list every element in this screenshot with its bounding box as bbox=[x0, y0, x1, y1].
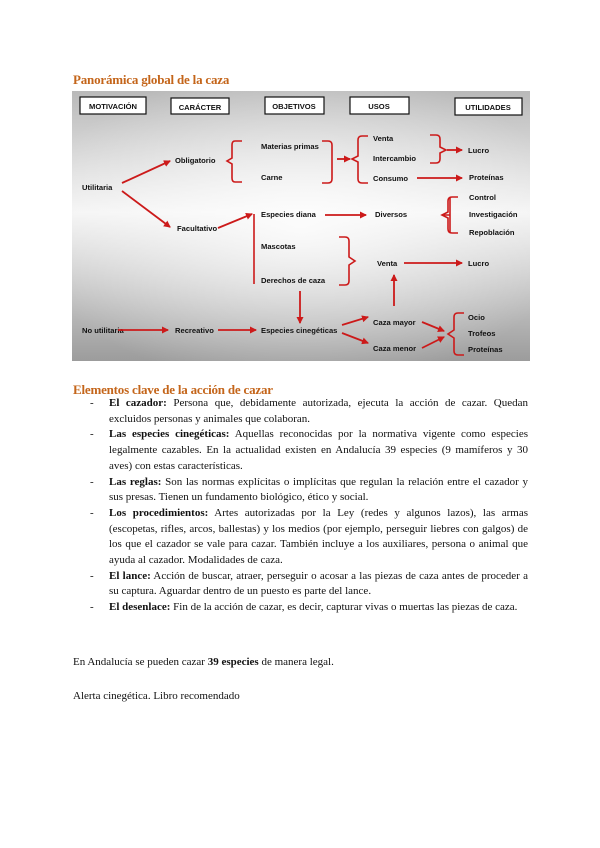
node-proteinas-1: Proteínas bbox=[469, 173, 504, 182]
list-item: - Los procedimientos: Artes autorizadas por la Ley (redes y algunos lazos), las armas (escopetas, rifles, arcos, ballestas) y los medios (por ejemplo, perseguir liebres con galgos) de los que el cazador se vale para cazar. También incluye a los auxiliares, persona o animal que ayuda al cazador. Modalidades de caza. bbox=[90, 506, 528, 567]
list-item: - El desenlace: Fin de la acción de cazar, es decir, capturar vivas o muertas las piezas de caza. bbox=[90, 601, 518, 614]
node-ocio: Ocio bbox=[468, 313, 485, 322]
section-title-elementos: Elementos clave de la acción de cazar bbox=[73, 382, 273, 397]
item-term: Las especies cinegéticas: bbox=[109, 428, 230, 441]
node-no-utilitaria: No utilitaria bbox=[82, 326, 124, 335]
item-term: Las reglas: bbox=[109, 475, 162, 488]
node-derechos-caza: Derechos de caza bbox=[261, 276, 326, 285]
header-utilidades: UTILIDADES bbox=[465, 103, 511, 112]
node-control: Control bbox=[469, 193, 496, 202]
paragraph-species-count: En Andalucía se pueden cazar 39 especies de manera legal. bbox=[73, 656, 334, 668]
node-venta-2: Venta bbox=[377, 259, 398, 268]
node-obligatorio: Obligatorio bbox=[175, 156, 216, 165]
key-elements-list bbox=[90, 396, 528, 616]
node-especies-diana: Especies diana bbox=[261, 210, 316, 219]
node-especies-cinegeticas: Especies cinegéticas bbox=[261, 326, 338, 335]
node-recreativo: Recreativo bbox=[175, 326, 214, 335]
node-investigacion: Investigación bbox=[469, 210, 518, 219]
section-title-panoramica: Panorámica global de la caza bbox=[73, 72, 230, 87]
node-diversos: Diversos bbox=[375, 210, 408, 219]
node-proteinas-2: Proteínas bbox=[468, 345, 503, 354]
node-intercambio: Intercambio bbox=[373, 154, 417, 163]
list-item: - El lance: Acción de buscar, atraer, perseguir o acosar a las piezas de caza antes de proceder a su captura. Aguardar dentro de un puesto es parte del lance. bbox=[90, 569, 528, 598]
node-repoblacion: Repoblación bbox=[469, 228, 515, 237]
node-facultativo: Facultativo bbox=[177, 224, 218, 233]
species-count-bold: 39 especies bbox=[207, 656, 259, 668]
item-text: Persona que, debidamente autorizada, ejecuta la acción de cazar. Quedan excluidos personas y animales que colaboran. bbox=[109, 397, 528, 425]
item-text: Son las normas explícitas o implícitas que regulan la relación entre el cazador y sus presas. Tienen un fundamento biológico, ético y social. bbox=[109, 475, 528, 504]
header-usos: USOS bbox=[368, 102, 390, 111]
item-text: Acción de buscar, atraer, perseguir o acosar a las piezas de caza antes de proceder a su captura. Aguardar dentro de un puesto es parte del lance. bbox=[109, 569, 528, 598]
diagram-header-row bbox=[80, 97, 522, 115]
header-objetivos: OBJETIVOS bbox=[272, 102, 316, 111]
list-item: - El cazador: Persona que, debidamente autorizada, ejecuta la acción de cazar. Quedan excluidos personas y animales que colaboran. bbox=[90, 397, 528, 425]
header-motivacion: MOTIVACIÓN bbox=[89, 102, 137, 111]
header-caracter: CARÁCTER bbox=[178, 103, 222, 112]
node-trofeos: Trofeos bbox=[468, 329, 496, 338]
node-lucro-1: Lucro bbox=[468, 146, 490, 155]
node-materias-primas: Materias primas bbox=[261, 142, 319, 151]
hunting-overview-diagram bbox=[72, 91, 530, 361]
item-term: El desenlace: bbox=[109, 601, 171, 614]
node-venta-1: Venta bbox=[373, 134, 394, 143]
item-term: El cazador: bbox=[109, 397, 167, 409]
paragraph-recommended-book: Alerta cinegética. Libro recomendado bbox=[73, 690, 240, 702]
node-caza-mayor: Caza mayor bbox=[373, 318, 416, 327]
item-text: Aquellas reconocidas por la normativa vigente como especies legalmente cazables. En la actualidad existen en Andalucía 39 especies (9 mamíferos y 30 aves) con estas características. bbox=[109, 428, 529, 472]
item-term: Los procedimientos: bbox=[109, 506, 209, 519]
node-consumo: Consumo bbox=[373, 174, 409, 183]
node-utilitaria: Utilitaria bbox=[82, 183, 113, 192]
item-text: Artes autorizadas por la Ley (redes y algunos lazos), las armas (escopetas, rifles, arcos, ballestas) y los medios (por ejemplo, perseguir liebres con galgos) de los que el cazador se vale para cazar. También incluye a los auxiliares, persona o animal que ayuda al cazador. Modalidades de caza. bbox=[109, 506, 528, 567]
node-mascotas: Mascotas bbox=[261, 242, 296, 251]
item-text: Fin de la acción de cazar, es decir, capturar vivas o muertas las piezas de caza. bbox=[170, 601, 518, 614]
list-item: - Las reglas: Son las normas explícitas o implícitas que regulan la relación entre el cazador y sus presas. Tienen un fundamento biológico, ético y social. bbox=[90, 475, 528, 504]
list-item: - Las especies cinegéticas: Aquellas reconocidas por la normativa vigente como especies legalmente cazables. En la actualidad existen en Andalucía 39 especies (9 mamíferos y 30 aves) con estas características. bbox=[90, 428, 529, 472]
node-carne: Carne bbox=[261, 173, 283, 182]
item-term: El lance: bbox=[109, 569, 151, 582]
node-lucro-2: Lucro bbox=[468, 259, 490, 268]
node-caza-menor: Caza menor bbox=[373, 344, 417, 353]
